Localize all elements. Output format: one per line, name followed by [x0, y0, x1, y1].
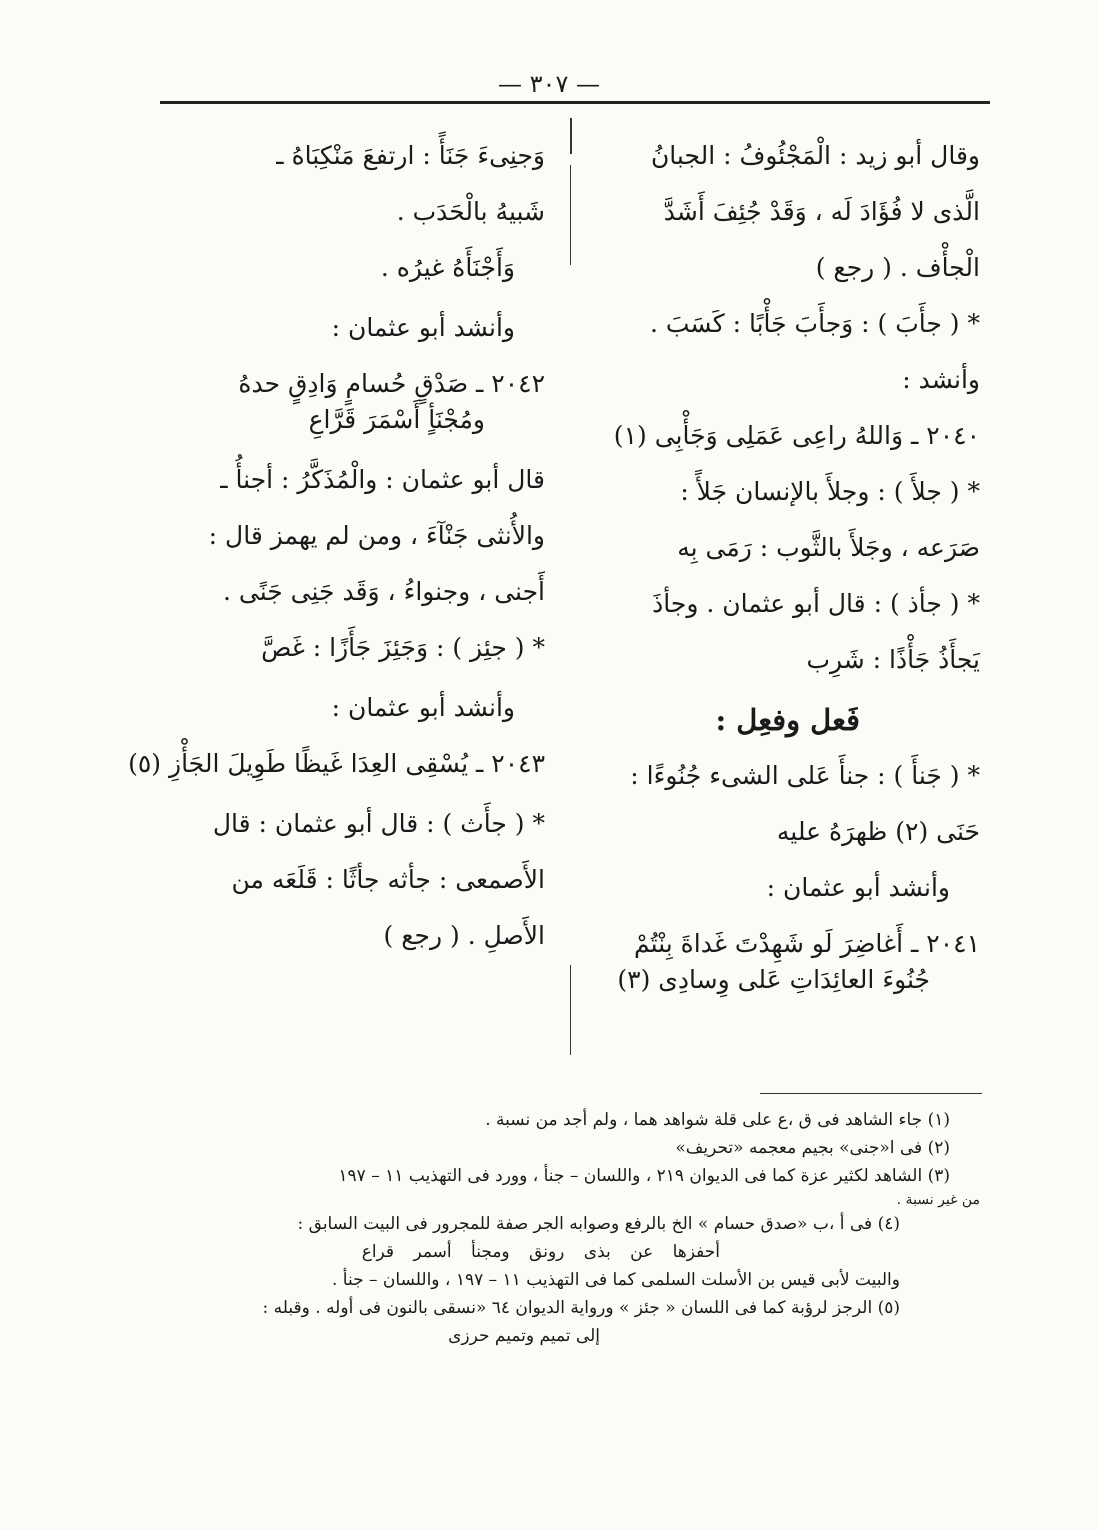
text-line: الْجأْف . ( رجع ) [815, 253, 980, 282]
footnote: (٥) الرجز لرؤبة كما فى اللسان « جئز » ورواية الديوان ٦٤ «نسقى بالنون فى أوله . وقبله : [262, 1298, 900, 1318]
text-line: الأَصلِ . ( رجع ) [383, 921, 545, 950]
text-line: وَأَجْنَأَهُ غيرُه . [380, 253, 515, 282]
text-line: قال أبو عثمان : والْمُذَكَّرُ : أجنأُ ـ [220, 465, 545, 494]
entry-line: * ( جأَبَ ) : وَجأَبَ جَأْبًا : كَسَبَ . [649, 309, 980, 338]
text-line: أَجنى ، وجنواءُ ، وَقَد جَنِى جَنًى . [223, 577, 545, 606]
text-line: شَبيهُ بالْحَدَب . [396, 197, 545, 226]
column-divider [570, 165, 571, 265]
footnote-rule [760, 1093, 982, 1094]
entry-line: * ( جأَث ) : قال أبو عثمان : قال [212, 809, 545, 838]
header-rule [160, 101, 990, 104]
footnote-continuation: والبيت لأبى قيس بن الأسلت السلمى كما فى التهذيب ١١ – ١٩٧ ، واللسان – جنأ . [332, 1270, 900, 1290]
text-line: الَّذى لا فُؤَادَ لَه ، وَقَدْ جُئِفَ أَشَدَّ [663, 197, 980, 226]
left-column [128, 130, 545, 954]
verse-line: ٢٠٤٠ ـ وَاللهُ راعِى عَمَلِى وَجَأْبِى (١) [613, 421, 980, 450]
text-line: حَنَى (٢) ظهرَهُ عليه [776, 817, 980, 846]
entry-line: * ( جلأَ ) : وجلأَ بالإنسان جَلأً : [680, 477, 980, 506]
text-line: وقال أبو زيد : الْمَجْئُوفُ : الجبانُ [650, 141, 980, 170]
text-line: يَجأَذُ جَأْذًا : شَرِب [806, 645, 980, 674]
footnote: (٣) الشاهد لكثير عزة كما فى الديوان ٢١٩ ، واللسان – جنأ ، وورد فى التهذيب ١١ – ١٩٧ [338, 1166, 950, 1186]
section-heading: فَعل وفعِل : [715, 703, 860, 737]
entry-line: * ( جأذ ) : قال أبو عثمان . وجأذَ [652, 589, 980, 618]
footnotes [150, 1106, 980, 1350]
footnote-verse: أحفزها عن بذى رونق ومجنأ أسمر قراع [361, 1242, 720, 1262]
verse-line: ٢٠٤١ ـ أَغاضِرَ لَو شَهِدْتَ غَداةَ بِنْتُمْ [634, 929, 980, 958]
verse-line: جُنُوءَ العائِدَاتِ عَلى وِسادِى (٣) [617, 965, 930, 994]
verse-line: ٢٠٤٣ ـ يُسْقِى العِدَا غَيظًا طَوِيلَ الجَأْزِ (٥) [128, 749, 545, 778]
footnote-continuation: من غير نسبة . [896, 1192, 980, 1208]
text-line: صَرَعه ، وجَلأَ بالثَّوب : رَمَى بِه [677, 533, 980, 562]
verse-line: ٢٠٤٢ ـ صَدْقٍ حُسامٍ وَادِقٍ حدهُ [238, 369, 545, 398]
text-line: والأُنثى جَنْآءَ ، ومن لم يهمز قال : [208, 521, 545, 550]
text-line: وَجنِىءَ جَنَأً : ارتفعَ مَنْكِبَاهُ ـ [276, 141, 545, 170]
footnote: (٢) فى ا«جنى» بجيم معجمه «تحريف» [675, 1138, 950, 1158]
text-line: وأنشد : [902, 365, 980, 394]
entry-line: * ( جئِز ) : وَجَئِزَ جَأَزًا : غَصَّ [261, 633, 545, 662]
text-line: وأنشد أبو عثمان : [766, 873, 950, 902]
text-line: وأنشد أبو عثمان : [331, 693, 515, 722]
text-line: وأنشد أبو عثمان : [331, 313, 515, 342]
footnote: (٤) فى أ ،ب «صدق حسام » الخ بالرفع وصوابه الجر صفة للمجرور فى البيت السابق : [297, 1214, 900, 1234]
right-column [575, 130, 980, 998]
text-line: الأَصمعى : جأثه جأثًا : قَلَعَه من [231, 865, 545, 894]
column-divider [570, 118, 572, 154]
footnote-verse: إلى تميم وتميم حرزى [448, 1326, 600, 1346]
verse-line: ومُجْنَأٍ أَسْمَرَ قَرَّاعِ [308, 405, 485, 434]
entry-line: * ( جَنأَ ) : جنأَ عَلى الشىء جُنُوءًا : [630, 761, 980, 790]
column-divider [570, 965, 571, 1055]
footnote: (١) جاء الشاهد فى ق ،ع على قلة شواهد هما ، ولم أجد من نسبة . [485, 1110, 950, 1130]
page-number: — ٣٠٧ — [498, 70, 600, 98]
